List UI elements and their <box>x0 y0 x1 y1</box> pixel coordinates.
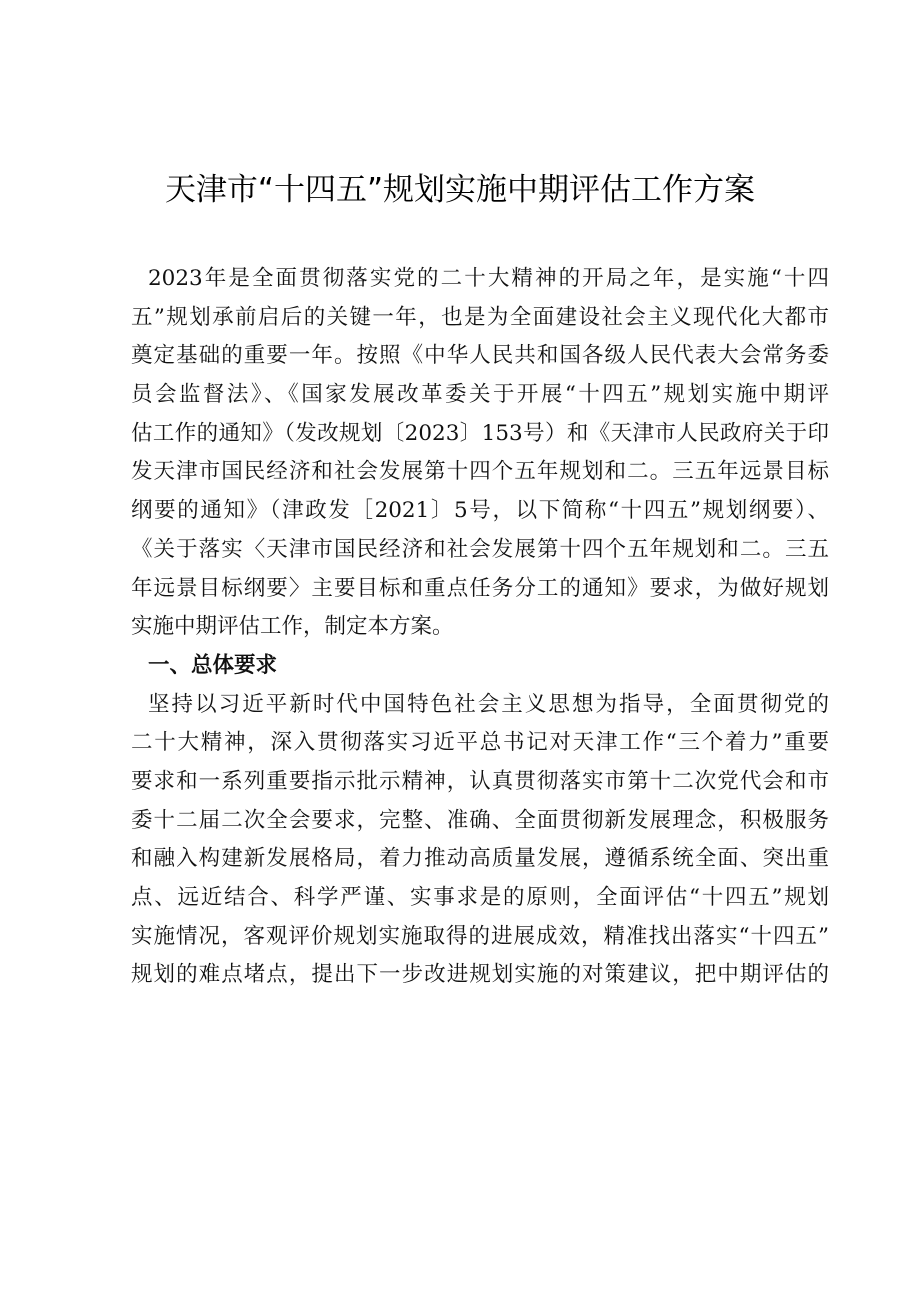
paragraph-line: 奠定基础的重要一年。按照《中华人民共和国各级人民代表大会常务委 <box>131 343 829 369</box>
paragraph-line: 要求和一系列重要指示批示精神，认真贯彻落实市第十二次党代会和市 <box>131 768 829 794</box>
paragraph-line: 和融入构建新发展格局，着力推动高质量发展，遵循系统全面、突出重 <box>131 846 829 872</box>
paragraph-line: 纲要的通知》（津政发［2021〕5号，以下简称“十四五”规划纲要）、 <box>131 498 829 524</box>
paragraph-line: 年远景目标纲要〉主要目标和重点任务分工的通知》要求，为做好规划 <box>131 575 829 601</box>
paragraph-line: 规划的难点堵点，提出下一步改进规划实施的对策建议，把中期评估的 <box>131 962 829 988</box>
document-body <box>131 260 829 995</box>
paragraph-line: 估工作的通知》（发改规划〔2023〕153号）和《天津市人民政府关于印 <box>131 420 829 446</box>
paragraph-line: 2023年是全面贯彻落实党的二十大精神的开局之年，是实施“十四 <box>148 266 829 291</box>
paragraph-line: 发天津市国民经济和社会发展第十四个五年规划和二。三五年远景目标 <box>131 459 829 485</box>
paragraph-line: 实施中期评估工作，制定本方案。 <box>131 614 454 640</box>
paragraph-line: 委十二届二次全会要求，完整、准确、全面贯彻新发展理念，积极服务 <box>131 807 829 833</box>
document-title: 天津市“十四五”规划实施中期评估工作方案 <box>164 172 756 208</box>
paragraph-line: 实施情况，客观评价规划实施取得的进展成效，精准找出落实“十四五” <box>131 923 829 949</box>
section-heading: 一、总体要求 <box>148 652 278 678</box>
paragraph-line: 点、远近结合、科学严谨、实事求是的原则，全面评估“十四五”规划 <box>131 885 829 910</box>
paragraph-line: 二十大精神，深入贯彻落实习近平总书记对天津工作“三个着力”重要 <box>131 730 829 756</box>
paragraph-line: 五”规划承前启后的关键一年，也是为全面建设社会主义现代化大都市 <box>131 304 829 330</box>
paragraph-line: 《关于落实〈天津市国民经济和社会发展第十四个五年规划和二。三五 <box>131 536 829 562</box>
paragraph-line: 坚持以习近平新时代中国特色社会主义思想为指导，全面贯彻党的 <box>148 691 829 717</box>
paragraph-line: 员会监督法》、《国家发展改革委关于开展“十四五”规划实施中期评 <box>131 382 829 408</box>
